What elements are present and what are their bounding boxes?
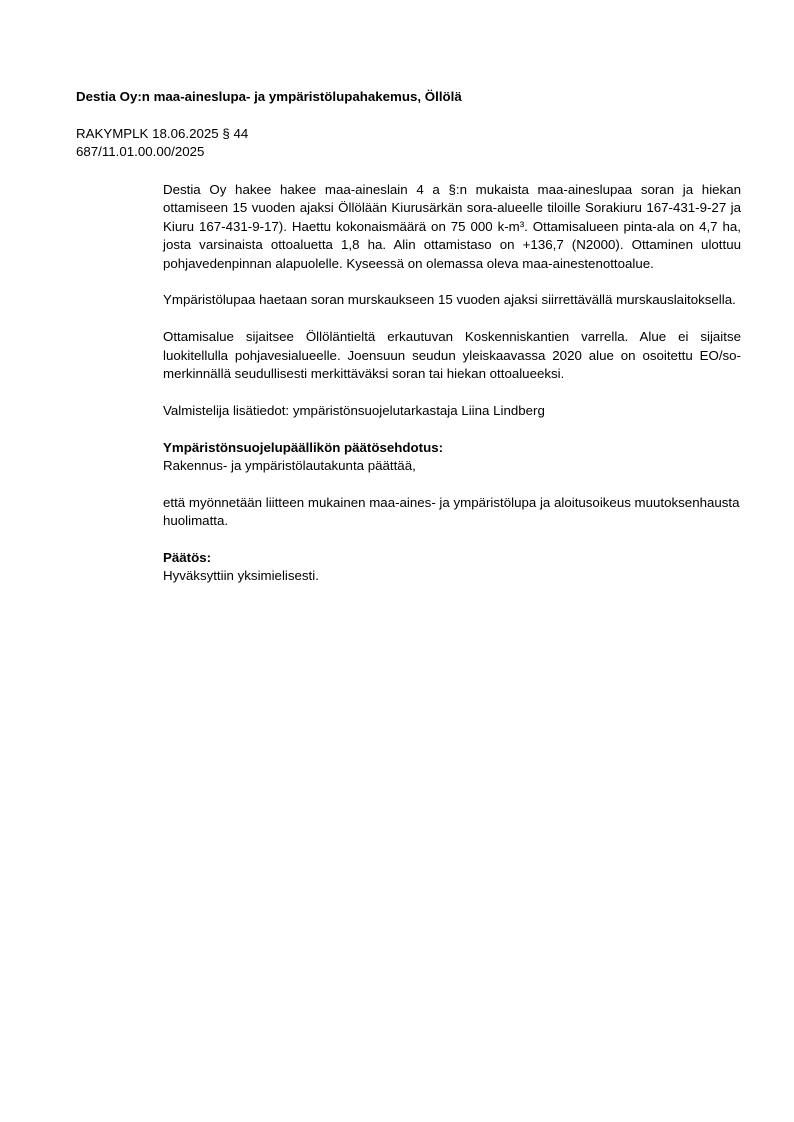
document-body — [163, 181, 741, 604]
meeting-reference: RAKYMPLK 18.06.2025 § 44 — [76, 126, 249, 141]
proposal-decision-text: että myönnetään liitteen mukainen maa-aines- ja ympäristölupa ja aloitusoikeus muutoksenhausta huolimatta. — [163, 494, 740, 529]
decision-heading: Päätös: — [163, 550, 212, 566]
paragraph-environmental-permit: Ympäristölupaa haetaan soran murskaukseen 15 vuoden ajaksi siirrettävällä murskauslaitoksella. — [163, 292, 736, 308]
case-number: 687/11.01.00.00/2025 — [76, 144, 205, 160]
meta-block — [76, 125, 248, 162]
paragraph-location: Ottamisalue sijaitsee Öllöläntieltä erkautuvan Koskenniskantien varrella. Alue ei sijaitse luokitellulla pohjavesialueelle. Joensuun seudun yleiskaavassa 2020 alue on osoitettu EO/so-merkinnällä seudullisesti merkittäväksi soran tai hiekan ottoalueeksi. — [163, 329, 741, 382]
document-title: Destia Oy:n maa-aineslupa- ja ympäristölupahakemus, Öllölä — [76, 89, 462, 104]
paragraph-application: Destia Oy hakee hakee maa-aineslain 4 a §:n mukaista maa-aineslupaa soran ja hiekan ottamiseen 15 vuoden ajaksi Öllölään Kiurusärkän sora-alueelle tiloille Sorakiuru 167-431-9-27 ja Kiuru 167-431-9-17). Haettu kokonaismäärä on 75 000 k-m³. Ottamisalueen pinta-ala on 4,7 ha, josta varsinaista ottoaluetta 1,8 ha. Alin ottamistaso on +136,7 (N2000). Ottaminen ulottuu pohjavedenpinnan alapuolelle. Kyseessä on olemassa oleva maa-ainestenottoalue. — [163, 182, 741, 271]
proposal-line: Rakennus- ja ympäristölautakunta päättää, — [163, 458, 416, 474]
proposal-heading: Ympäristönsuojelupäällikön päätösehdotus: — [163, 439, 444, 455]
decision-section — [163, 549, 741, 586]
decision-text: Hyväksyttiin yksimielisesti. — [163, 568, 319, 584]
paragraph-preparer: Valmistelija lisätiedot: ympäristönsuojelutarkastaja Liina Lindberg — [163, 402, 545, 418]
proposal-section — [163, 439, 741, 476]
